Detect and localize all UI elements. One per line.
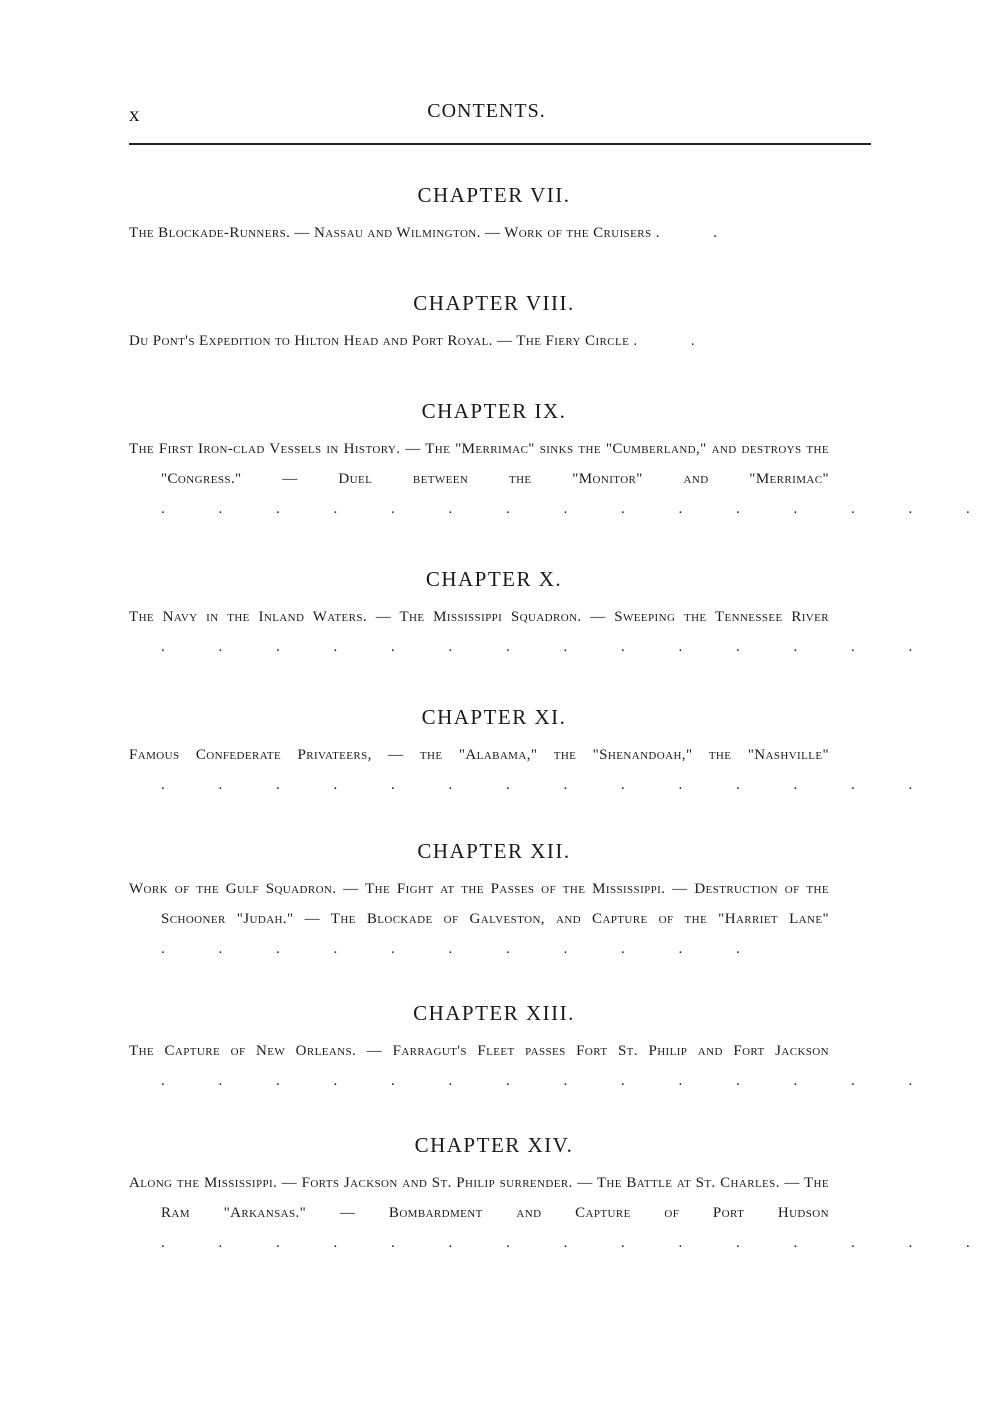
dot-leader: . . <box>633 333 720 349</box>
chapter-heading: CHAPTER IX. <box>421 399 567 423</box>
page-title: CONTENTS. <box>427 100 546 122</box>
chapter-heading: CHAPTER XIII. <box>413 1001 575 1025</box>
chapter-heading: CHAPTER VII. <box>417 183 571 207</box>
entry-text: The Capture of New Orleans. — Farragut's Fleet passes Fort St. Philip and Fort Jackson <box>129 1043 829 1059</box>
chapter-entry <box>129 326 829 356</box>
entry-text: Along the Mississippi. — Forts Jackson and St. Philip surrender. — The Battle at St. Charles. — The Ram "Arkansas." — Bombardment and Capture of Port Hudson <box>129 1175 829 1221</box>
entry-text: The Navy in the Inland Waters. — The Mississippi Squadron. — Sweeping the Tennessee River <box>129 609 829 625</box>
chapter-xiv <box>129 1130 995 1258</box>
chapter-xii <box>129 836 829 964</box>
dot-leader: . . . . . . . . . . . . . . . <box>161 1235 995 1251</box>
chapter-entry <box>129 434 995 524</box>
chapter-heading: CHAPTER XIV. <box>414 1133 574 1157</box>
chapter-heading: CHAPTER XI. <box>421 705 567 729</box>
chapter-xiii <box>129 998 938 1096</box>
chapter-viii <box>129 288 829 356</box>
chapter-ix <box>129 396 995 524</box>
chapter-entry <box>129 740 938 800</box>
dot-leader: . . . . . . . . . . . . . . . <box>161 501 995 517</box>
chapter-entry <box>129 602 938 662</box>
chapter-entry <box>129 874 829 964</box>
dot-leader: . . . . . . . . . . . . . . <box>161 639 938 655</box>
entry-text: Famous Confederate Privateers, — the "Alabama," the "Shenandoah," the "Nashville" <box>129 747 829 763</box>
chapter-entry <box>129 1168 995 1258</box>
dot-leader: . . . . . . . . . . . . . . <box>161 777 938 793</box>
entry-text: Work of the Gulf Squadron. — The Fight at the Passes of the Mississippi. — Destruction of the Schooner "Judah." — The Blockade of Galveston, and Capture of the "Harriet Lane" <box>129 881 829 927</box>
chapter-heading: CHAPTER X. <box>425 567 563 591</box>
chapter-entry <box>129 218 829 248</box>
entry-text: Du Pont's Expedition to Hilton Head and Port Royal. — The Fiery Circle <box>129 333 630 349</box>
chapter-entry <box>129 1036 938 1096</box>
entry-text: The Blockade-Runners. — Nassau and Wilmington. — Work of the Cruisers <box>129 225 652 241</box>
page-number: x <box>129 102 141 126</box>
dot-leader: . . . . . . . . . . . <box>161 941 765 957</box>
header-rule <box>129 143 871 145</box>
chapter-x <box>129 564 938 662</box>
entry-text: The First Iron-clad Vessels in History. — The "Merrimac" sinks the "Cumberland," and destroys the "Congress." — Duel between the "Monitor" and "Merrimac" <box>129 441 829 487</box>
chapter-xi <box>129 702 938 800</box>
dot-leader: . . . . . . . . . . . . . . <box>161 1073 938 1089</box>
running-head <box>0 100 1000 130</box>
chapter-heading: CHAPTER XII. <box>417 839 571 863</box>
chapter-vii <box>129 180 829 248</box>
chapter-heading: CHAPTER VIII. <box>413 291 575 315</box>
dot-leader: . . <box>655 225 742 241</box>
